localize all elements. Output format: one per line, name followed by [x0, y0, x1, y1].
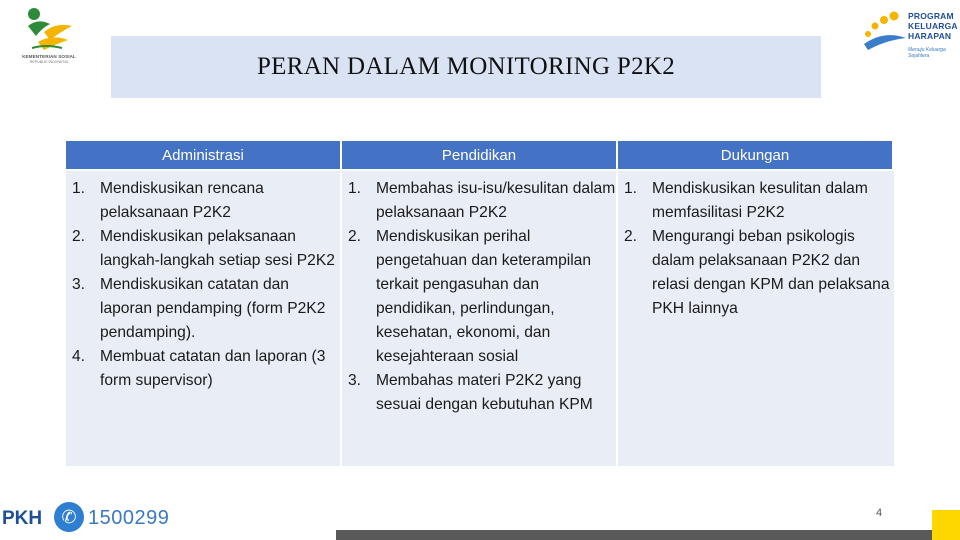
logo-word-3: HARAPAN [908, 31, 952, 41]
list-number: 2. [624, 228, 638, 245]
list-number: 1. [348, 180, 362, 197]
list-item [342, 177, 616, 225]
page-title: PERAN DALAM MONITORING P2K2 [256, 53, 676, 80]
logo-subcaption: REPUBLIK INDONESIA [29, 60, 69, 64]
pkh-label: PKH [2, 508, 43, 529]
logo-word-1: PROGRAM [908, 11, 954, 21]
logo-caption: KEMENTERIAN SOSIAL [22, 54, 76, 59]
list-item [66, 177, 340, 225]
administrasi-list [66, 177, 340, 393]
list-text: Mendiskusikan catatan dan laporan pendamping (form P2K2 pendamping). [100, 276, 326, 341]
pendidikan-list [342, 177, 616, 417]
page-number: 4 [876, 507, 883, 519]
list-text: Mendiskusikan pelaksanaan langkah-langkah setiap sesi P2K2 [100, 228, 335, 269]
list-text: Mendiskusikan kesulitan dalam memfasilitasi P2K2 [652, 180, 868, 221]
program-keluarga-harapan-logo [862, 10, 958, 66]
list-number: 1. [72, 180, 86, 197]
list-item [66, 273, 340, 345]
list-item [618, 177, 894, 225]
cell-administrasi [66, 169, 342, 466]
list-text: Membahas isu-isu/kesulitan dalam pelaksanaan P2K2 [376, 180, 616, 221]
list-text: Mendiskusikan perihal pengetahuan dan keterampilan terkait pengasuhan dan pendidikan, perlindungan, kesehatan, ekonomi, dan kesejahteraan sosial [376, 228, 592, 365]
list-number: 4. [72, 348, 86, 365]
header-dukungan: Dukungan [618, 141, 894, 169]
kementerian-sosial-logo [8, 4, 90, 64]
header-pendidikan: Pendidikan [342, 141, 618, 169]
hotline-number: 1500299 [88, 507, 170, 529]
list-item [342, 225, 616, 369]
pkh-hotline-logo [0, 496, 180, 540]
list-item [342, 369, 616, 417]
phone-icon: ✆ [54, 502, 84, 532]
list-item [618, 225, 894, 321]
list-number: 2. [348, 228, 362, 245]
list-item [66, 225, 340, 273]
list-number: 3. [72, 276, 86, 293]
logo-tagline: Menuju Keluarga Sejahtera [908, 47, 946, 59]
list-text: Mengurangi beban psikologis dalam pelaksanaan P2K2 dan relasi dengan KPM dan pelaksana PKH lainnya [652, 228, 890, 317]
list-number: 3. [348, 372, 362, 389]
header-administrasi: Administrasi [66, 141, 342, 169]
bottom-bar [336, 530, 960, 540]
list-number: 1. [624, 180, 638, 197]
logo-word-2: KELUARGA [908, 21, 958, 31]
list-item [66, 345, 340, 393]
cell-pendidikan [342, 169, 618, 466]
list-text: Mendiskusikan rencana pelaksanaan P2K2 [100, 180, 264, 221]
list-text: Membahas materi P2K2 yang sesuai dengan kebutuhan KPM [376, 372, 593, 413]
cell-dukungan [618, 169, 894, 466]
dukungan-list [618, 177, 894, 321]
accent-square [932, 510, 960, 540]
list-number: 2. [72, 228, 86, 245]
pkh-emblem-icon [862, 10, 908, 50]
roles-table [66, 141, 894, 466]
list-text: Membuat catatan dan laporan (3 form supervisor) [100, 348, 326, 389]
kemensos-emblem-icon [22, 4, 76, 54]
title-box [111, 36, 821, 98]
